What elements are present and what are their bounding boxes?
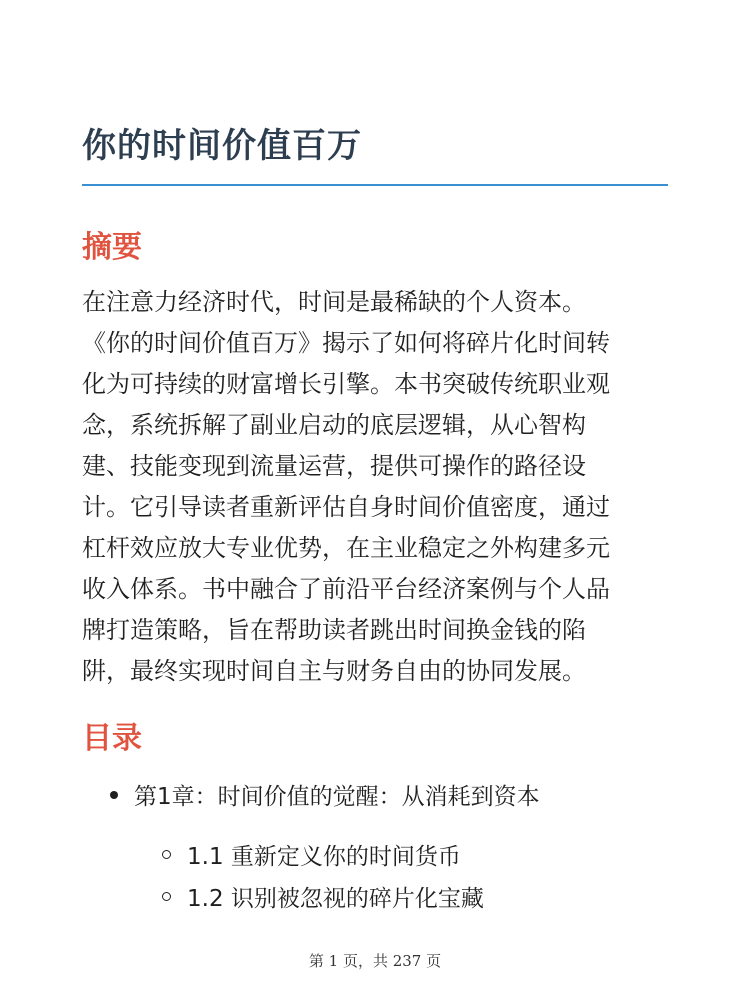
summary-line: 杠杆效应放大专业优势，在主业稳定之外构建多元 [82,534,610,562]
page-number-footer: 第 1 页，共 237 页 [308,952,442,970]
bullet-circle-icon [162,892,171,901]
summary-heading: 摘要 [82,230,142,265]
summary-line: 念，系统拆解了副业启动的底层逻辑，从心智构 [82,411,586,439]
summary-line: 阱，最终实现时间自主与财务自由的协同发展。 [82,657,586,685]
bullet-circle-icon [162,850,171,859]
summary-line: 收入体系。书中融合了前沿平台经济案例与个人品 [82,575,610,603]
toc-section-item[interactable] [162,838,461,871]
title-divider [82,184,668,186]
toc-section-label[interactable]: 1.2 识别被忽视的碎片化宝藏 [187,886,484,912]
summary-line: 牌打造策略，旨在帮助读者跳出时间换金钱的陷 [82,616,586,644]
toc-section-item[interactable] [162,880,484,913]
document-title: 你的时间价值百万 [82,126,362,166]
toc-section-label[interactable]: 1.1 重新定义你的时间货币 [187,844,461,870]
toc-heading: 目录 [82,721,142,756]
toc-chapter-item[interactable] [110,778,540,811]
summary-line: 建、技能变现到流量运营，提供可操作的路径设 [82,452,586,480]
toc-chapter-label[interactable]: 第1章：时间价值的觉醒：从消耗到资本 [134,784,540,810]
summary-line: 在注意力经济时代，时间是最稀缺的个人资本。 [82,288,586,316]
bullet-disc-icon [110,791,118,799]
summary-line: 化为可持续的财富增长引擎。本书突破传统职业观 [82,370,610,398]
summary-paragraph [82,282,672,692]
summary-line: 计。它引导读者重新评估自身时间价值密度，通过 [82,493,610,521]
summary-line: 《你的时间价值百万》揭示了如何将碎片化时间转 [82,329,610,357]
